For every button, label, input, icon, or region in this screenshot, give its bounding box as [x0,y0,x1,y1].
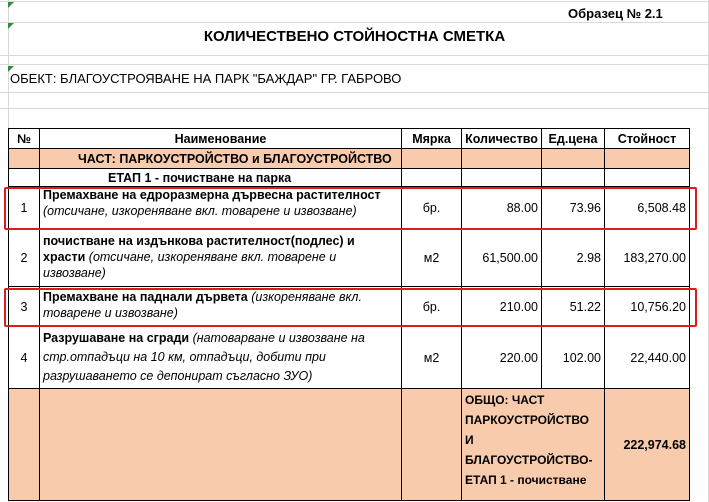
row-quantity[interactable]: 210.00 [462,287,542,327]
grid-line [0,55,709,56]
row-price[interactable]: 51.22 [542,287,605,327]
header-no[interactable]: № [9,129,40,149]
grid-line [0,1,709,2]
grid-line [0,108,709,109]
cell[interactable] [9,169,40,187]
total-line: ЕТАП 1 - почистване [465,473,587,487]
section-row [9,149,690,169]
highlight-box [4,187,697,230]
header-unit[interactable]: Мярка [402,129,462,149]
row-price[interactable]: 2.98 [542,229,605,287]
stage-title[interactable]: ЕТАП 1 - почистване на парка [40,169,402,187]
row-name: Премахване на паднали дървета [43,290,248,304]
row-value[interactable]: 22,440.00 [605,327,690,389]
total-row [9,389,690,501]
total-line: БЛАГОУСТРОЙСТВО- [465,453,593,467]
total-line: ОБЩО: ЧАСТ [465,393,545,407]
cell[interactable] [462,169,542,187]
total-line: ПАРКОУСТРОЙСТВО [465,413,590,427]
cell[interactable] [605,169,690,187]
row-unit[interactable]: м2 [402,327,462,389]
row-unit[interactable]: бр. [402,287,462,327]
row-number[interactable]: 3 [9,287,40,327]
cell[interactable] [605,149,690,169]
total-label[interactable] [462,389,605,501]
row-value[interactable]: 183,270.00 [605,229,690,287]
row-quantity[interactable]: 61,500.00 [462,229,542,287]
grid-line [0,64,709,65]
cell[interactable] [9,149,40,169]
cell[interactable] [40,389,402,501]
cell[interactable] [9,389,40,501]
row-price[interactable]: 102.00 [542,327,605,389]
row-quantity[interactable]: 88.00 [462,187,542,229]
row-unit[interactable]: бр. [402,187,462,229]
row-name: Премахване на едроразмерна дървесна растителност [43,188,381,202]
row-note: (изкореняване вкл. товарене и извозване) [43,290,362,320]
row-unit[interactable]: м2 [402,229,462,287]
row-price[interactable]: 73.96 [542,187,605,229]
sheet-title: КОЛИЧЕСТВЕНО СТОЙНОСТНА СМЕТКА [203,28,506,45]
row-note: (натоварване и извозване на стр.отпадъци на 10 км, отпадъци, добити при разрушаването се депонират съгласно ЗУО) [43,331,365,383]
row-value[interactable]: 6,508.48 [605,187,690,229]
object-label: ОБЕКТ: БЛАГОУСТРОЯВАНЕ НА ПАРК "БАЖДАР" ГР. ГАБРОВО [10,71,402,86]
row-description[interactable] [40,327,402,389]
grid-line [0,92,709,93]
cell[interactable] [542,149,605,169]
header-quantity[interactable]: Количество [462,129,542,149]
header-name[interactable]: Наименование [40,129,402,149]
table-row [9,327,690,389]
row-number[interactable]: 1 [9,187,40,229]
grid-line [0,22,709,23]
sample-label: Образец № 2.1 [568,6,663,21]
row-note: (отсичане, изкореняване вкл. товарене и извозване) [43,250,337,280]
total-line: И [465,433,474,447]
cell[interactable] [462,149,542,169]
row-name: почистване на издънкова растителност(подлес) и храсти [43,234,355,264]
stage-row [9,169,690,187]
cell[interactable] [402,149,462,169]
row-name: Разрушаване на сгради [43,331,190,345]
row-description[interactable] [40,229,402,287]
row-quantity[interactable]: 220.00 [462,327,542,389]
row-number[interactable]: 4 [9,327,40,389]
row-value[interactable]: 10,756.20 [605,287,690,327]
section-title[interactable]: ЧАСТ: ПАРКОУСТРОЙСТВО и БЛАГОУСТРОЙСТВО [40,149,402,169]
cell[interactable] [402,389,462,501]
cell[interactable] [542,169,605,187]
highlight-box [4,288,697,327]
total-value[interactable]: 222,974.68 [605,389,690,501]
cell-error-indicator [8,2,14,8]
cell[interactable] [402,169,462,187]
header-row [9,129,690,149]
header-value[interactable]: Стойност [605,129,690,149]
row-note: (отсичане, изкореняване вкл. товарене и извозване) [43,204,357,218]
row-number[interactable]: 2 [9,229,40,287]
table-row [9,229,690,287]
header-unit-price[interactable]: Ед.цена [542,129,605,149]
